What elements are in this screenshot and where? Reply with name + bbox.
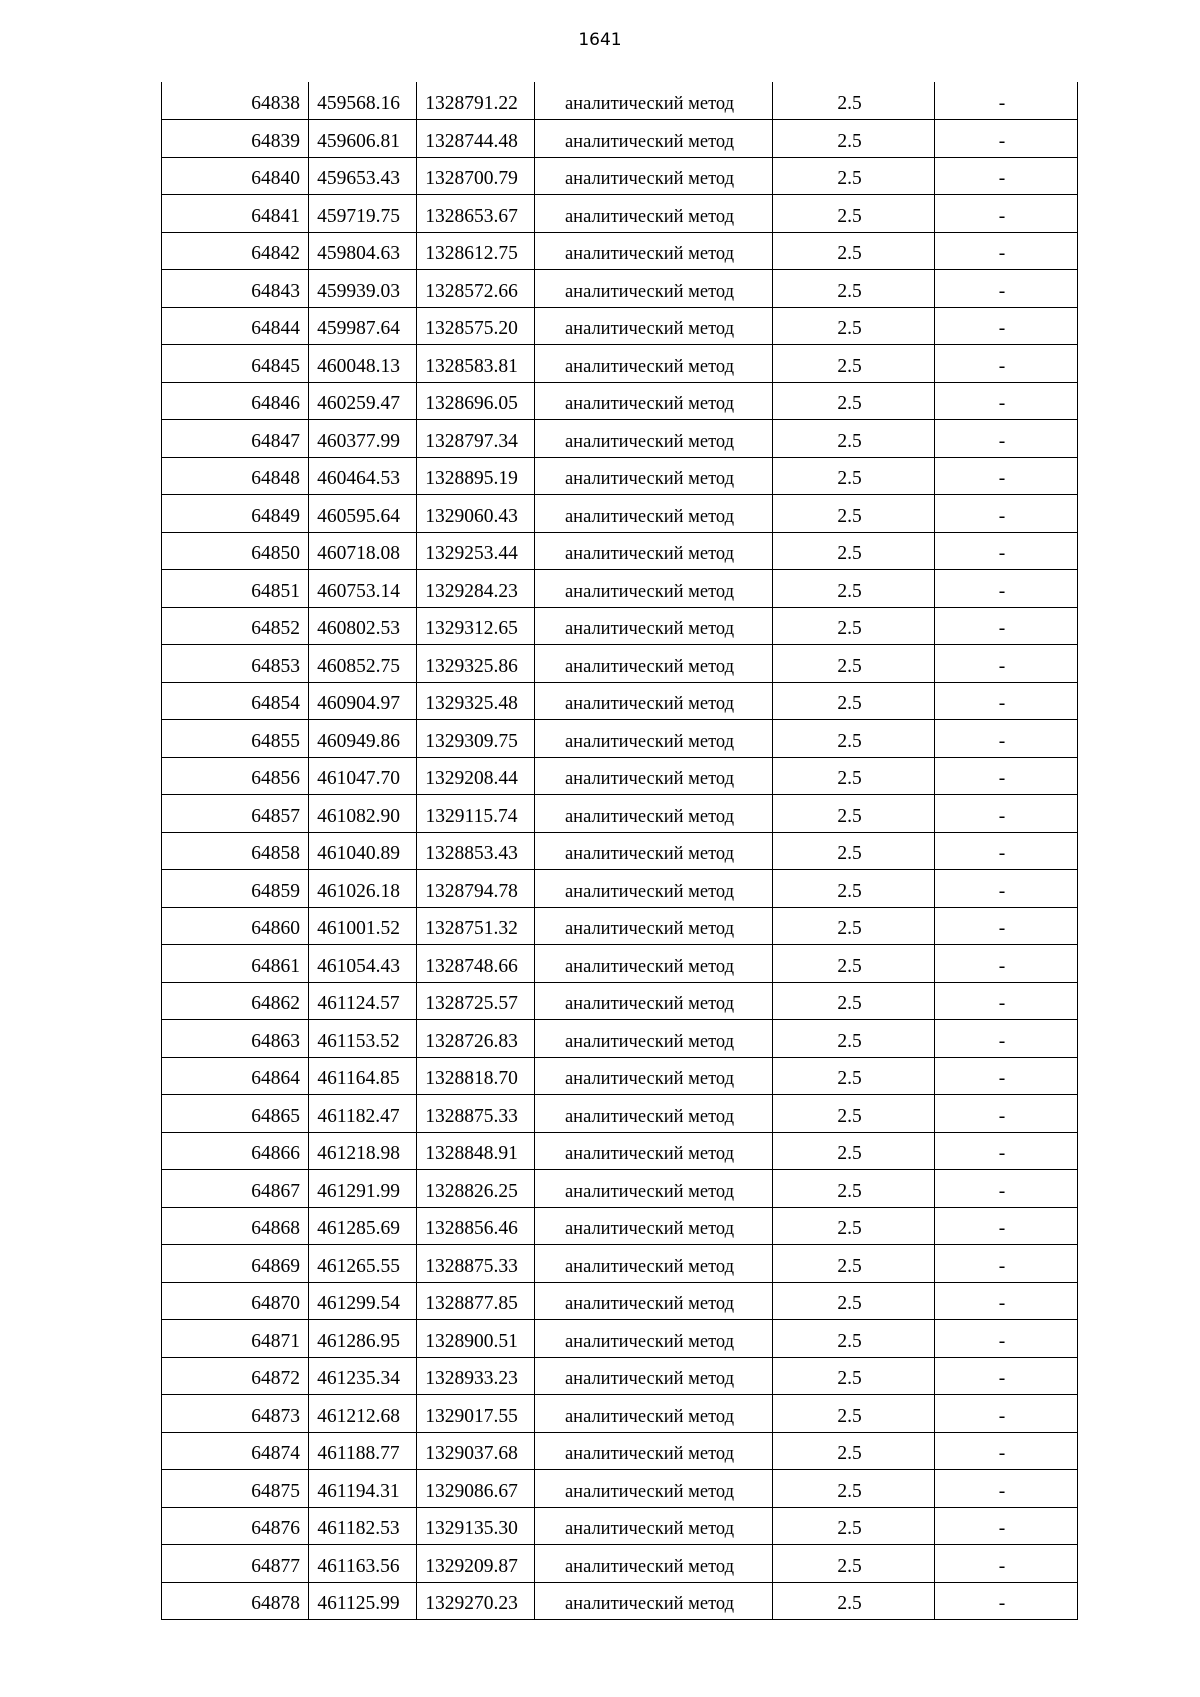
accuracy-cell: 2.5: [773, 682, 935, 720]
y-coordinate-cell: 1328933.23: [417, 1357, 535, 1395]
note-cell: -: [935, 532, 1078, 570]
method-cell: аналитический метод: [535, 232, 773, 270]
accuracy-cell: 2.5: [773, 457, 935, 495]
accuracy-cell: 2.5: [773, 420, 935, 458]
point-number-cell: 64844: [162, 307, 309, 345]
accuracy-cell: 2.5: [773, 982, 935, 1020]
method-cell: аналитический метод: [535, 307, 773, 345]
method-cell: аналитический метод: [535, 120, 773, 158]
x-coordinate-cell: 460595.64: [309, 495, 417, 533]
method-cell: аналитический метод: [535, 1320, 773, 1358]
y-coordinate-cell: 1328791.22: [417, 82, 535, 120]
accuracy-cell: 2.5: [773, 232, 935, 270]
point-number-cell: 64838: [162, 82, 309, 120]
method-cell: аналитический метод: [535, 1170, 773, 1208]
table-row: [162, 1357, 1078, 1395]
method-cell: аналитический метод: [535, 757, 773, 795]
x-coordinate-cell: 460802.53: [309, 607, 417, 645]
x-coordinate-cell: 461299.54: [309, 1282, 417, 1320]
x-coordinate-cell: 461182.47: [309, 1095, 417, 1133]
point-number-cell: 64869: [162, 1245, 309, 1283]
note-cell: -: [935, 120, 1078, 158]
table-row: [162, 232, 1078, 270]
note-cell: -: [935, 907, 1078, 945]
table-row: [162, 1395, 1078, 1433]
x-coordinate-cell: 461265.55: [309, 1245, 417, 1283]
note-cell: -: [935, 645, 1078, 683]
x-coordinate-cell: 460753.14: [309, 570, 417, 608]
x-coordinate-cell: 461218.98: [309, 1132, 417, 1170]
y-coordinate-cell: 1328853.43: [417, 832, 535, 870]
accuracy-cell: 2.5: [773, 1320, 935, 1358]
x-coordinate-cell: 461235.34: [309, 1357, 417, 1395]
y-coordinate-cell: 1328751.32: [417, 907, 535, 945]
note-cell: -: [935, 795, 1078, 833]
y-coordinate-cell: 1328856.46: [417, 1207, 535, 1245]
note-cell: -: [935, 1357, 1078, 1395]
method-cell: аналитический метод: [535, 1357, 773, 1395]
y-coordinate-cell: 1328875.33: [417, 1095, 535, 1133]
note-cell: -: [935, 1020, 1078, 1058]
y-coordinate-cell: 1328583.81: [417, 345, 535, 383]
x-coordinate-cell: 459939.03: [309, 270, 417, 308]
point-number-cell: 64856: [162, 757, 309, 795]
method-cell: аналитический метод: [535, 382, 773, 420]
x-coordinate-cell: 460048.13: [309, 345, 417, 383]
point-number-cell: 64857: [162, 795, 309, 833]
method-cell: аналитический метод: [535, 420, 773, 458]
accuracy-cell: 2.5: [773, 157, 935, 195]
x-coordinate-cell: 460949.86: [309, 720, 417, 758]
method-cell: аналитический метод: [535, 645, 773, 683]
point-number-cell: 64841: [162, 195, 309, 233]
accuracy-cell: 2.5: [773, 1245, 935, 1283]
table-row: [162, 420, 1078, 458]
method-cell: аналитический метод: [535, 1132, 773, 1170]
table-row: [162, 82, 1078, 120]
point-number-cell: 64845: [162, 345, 309, 383]
point-number-cell: 64861: [162, 945, 309, 983]
accuracy-cell: 2.5: [773, 795, 935, 833]
accuracy-cell: 2.5: [773, 382, 935, 420]
method-cell: аналитический метод: [535, 907, 773, 945]
accuracy-cell: 2.5: [773, 645, 935, 683]
point-number-cell: 64855: [162, 720, 309, 758]
note-cell: -: [935, 1507, 1078, 1545]
method-cell: аналитический метод: [535, 1020, 773, 1058]
table-row: [162, 945, 1078, 983]
table-row: [162, 982, 1078, 1020]
y-coordinate-cell: 1328826.25: [417, 1170, 535, 1208]
method-cell: аналитический метод: [535, 532, 773, 570]
accuracy-cell: 2.5: [773, 1395, 935, 1433]
table-row: [162, 1020, 1078, 1058]
note-cell: -: [935, 270, 1078, 308]
accuracy-cell: 2.5: [773, 195, 935, 233]
point-number-cell: 64863: [162, 1020, 309, 1058]
method-cell: аналитический метод: [535, 1245, 773, 1283]
method-cell: аналитический метод: [535, 195, 773, 233]
y-coordinate-cell: 1328875.33: [417, 1245, 535, 1283]
accuracy-cell: 2.5: [773, 832, 935, 870]
y-coordinate-cell: 1328877.85: [417, 1282, 535, 1320]
y-coordinate-cell: 1329270.23: [417, 1582, 535, 1620]
method-cell: аналитический метод: [535, 1507, 773, 1545]
point-number-cell: 64870: [162, 1282, 309, 1320]
point-number-cell: 64854: [162, 682, 309, 720]
table-row: [162, 832, 1078, 870]
accuracy-cell: 2.5: [773, 607, 935, 645]
y-coordinate-cell: 1329309.75: [417, 720, 535, 758]
x-coordinate-cell: 460904.97: [309, 682, 417, 720]
method-cell: аналитический метод: [535, 457, 773, 495]
accuracy-cell: 2.5: [773, 907, 935, 945]
note-cell: -: [935, 157, 1078, 195]
y-coordinate-cell: 1328700.79: [417, 157, 535, 195]
table-row: [162, 307, 1078, 345]
table-row: [162, 1095, 1078, 1133]
y-coordinate-cell: 1328575.20: [417, 307, 535, 345]
note-cell: -: [935, 1395, 1078, 1433]
x-coordinate-cell: 461291.99: [309, 1170, 417, 1208]
accuracy-cell: 2.5: [773, 870, 935, 908]
accuracy-cell: 2.5: [773, 720, 935, 758]
point-number-cell: 64843: [162, 270, 309, 308]
point-number-cell: 64876: [162, 1507, 309, 1545]
y-coordinate-cell: 1328653.67: [417, 195, 535, 233]
table-row: [162, 1245, 1078, 1283]
y-coordinate-cell: 1328818.70: [417, 1057, 535, 1095]
point-number-cell: 64852: [162, 607, 309, 645]
y-coordinate-cell: 1329325.86: [417, 645, 535, 683]
accuracy-cell: 2.5: [773, 757, 935, 795]
point-number-cell: 64877: [162, 1545, 309, 1583]
y-coordinate-cell: 1328848.91: [417, 1132, 535, 1170]
y-coordinate-cell: 1329017.55: [417, 1395, 535, 1433]
point-number-cell: 64875: [162, 1470, 309, 1508]
point-number-cell: 64860: [162, 907, 309, 945]
note-cell: -: [935, 982, 1078, 1020]
table-row: [162, 1582, 1078, 1620]
point-number-cell: 64848: [162, 457, 309, 495]
y-coordinate-cell: 1329086.67: [417, 1470, 535, 1508]
x-coordinate-cell: 461124.57: [309, 982, 417, 1020]
table-row: [162, 1507, 1078, 1545]
method-cell: аналитический метод: [535, 870, 773, 908]
table-row: [162, 1320, 1078, 1358]
x-coordinate-cell: 461212.68: [309, 1395, 417, 1433]
method-cell: аналитический метод: [535, 345, 773, 383]
y-coordinate-cell: 1328744.48: [417, 120, 535, 158]
method-cell: аналитический метод: [535, 682, 773, 720]
accuracy-cell: 2.5: [773, 1470, 935, 1508]
x-coordinate-cell: 461164.85: [309, 1057, 417, 1095]
method-cell: аналитический метод: [535, 1095, 773, 1133]
point-number-cell: 64851: [162, 570, 309, 608]
note-cell: -: [935, 195, 1078, 233]
x-coordinate-cell: 461047.70: [309, 757, 417, 795]
method-cell: аналитический метод: [535, 795, 773, 833]
y-coordinate-cell: 1329060.43: [417, 495, 535, 533]
method-cell: аналитический метод: [535, 157, 773, 195]
table-row: [162, 120, 1078, 158]
x-coordinate-cell: 461194.31: [309, 1470, 417, 1508]
y-coordinate-cell: 1328612.75: [417, 232, 535, 270]
accuracy-cell: 2.5: [773, 495, 935, 533]
y-coordinate-cell: 1328900.51: [417, 1320, 535, 1358]
note-cell: -: [935, 1057, 1078, 1095]
table-row: [162, 157, 1078, 195]
table-row: [162, 870, 1078, 908]
x-coordinate-cell: 460377.99: [309, 420, 417, 458]
y-coordinate-cell: 1328725.57: [417, 982, 535, 1020]
note-cell: -: [935, 232, 1078, 270]
table-row: [162, 195, 1078, 233]
accuracy-cell: 2.5: [773, 1507, 935, 1545]
page-number: 1641: [578, 30, 622, 50]
note-cell: -: [935, 570, 1078, 608]
accuracy-cell: 2.5: [773, 120, 935, 158]
accuracy-cell: 2.5: [773, 945, 935, 983]
accuracy-cell: 2.5: [773, 307, 935, 345]
y-coordinate-cell: 1329253.44: [417, 532, 535, 570]
accuracy-cell: 2.5: [773, 1357, 935, 1395]
note-cell: -: [935, 682, 1078, 720]
x-coordinate-cell: 461040.89: [309, 832, 417, 870]
table-row: [162, 682, 1078, 720]
point-number-cell: 64842: [162, 232, 309, 270]
x-coordinate-cell: 459804.63: [309, 232, 417, 270]
point-number-cell: 64846: [162, 382, 309, 420]
note-cell: -: [935, 1545, 1078, 1583]
method-cell: аналитический метод: [535, 495, 773, 533]
table-row: [162, 1282, 1078, 1320]
y-coordinate-cell: 1328726.83: [417, 1020, 535, 1058]
x-coordinate-cell: 461153.52: [309, 1020, 417, 1058]
x-coordinate-cell: 461026.18: [309, 870, 417, 908]
note-cell: -: [935, 1582, 1078, 1620]
note-cell: -: [935, 345, 1078, 383]
note-cell: -: [935, 495, 1078, 533]
point-number-cell: 64873: [162, 1395, 309, 1433]
table-row: [162, 907, 1078, 945]
y-coordinate-cell: 1328794.78: [417, 870, 535, 908]
table-row: [162, 607, 1078, 645]
x-coordinate-cell: 461285.69: [309, 1207, 417, 1245]
note-cell: -: [935, 1245, 1078, 1283]
point-number-cell: 64878: [162, 1582, 309, 1620]
coordinates-table: [161, 82, 1078, 1620]
method-cell: аналитический метод: [535, 1057, 773, 1095]
table-row: [162, 382, 1078, 420]
point-number-cell: 64865: [162, 1095, 309, 1133]
accuracy-cell: 2.5: [773, 570, 935, 608]
method-cell: аналитический метод: [535, 607, 773, 645]
accuracy-cell: 2.5: [773, 1020, 935, 1058]
y-coordinate-cell: 1329208.44: [417, 757, 535, 795]
table-row: [162, 270, 1078, 308]
accuracy-cell: 2.5: [773, 1132, 935, 1170]
y-coordinate-cell: 1329325.48: [417, 682, 535, 720]
point-number-cell: 64867: [162, 1170, 309, 1208]
y-coordinate-cell: 1329209.87: [417, 1545, 535, 1583]
y-coordinate-cell: 1328748.66: [417, 945, 535, 983]
method-cell: аналитический метод: [535, 945, 773, 983]
note-cell: -: [935, 1095, 1078, 1133]
method-cell: аналитический метод: [535, 1282, 773, 1320]
method-cell: аналитический метод: [535, 1470, 773, 1508]
note-cell: -: [935, 945, 1078, 983]
table-row: [162, 645, 1078, 683]
method-cell: аналитический метод: [535, 1432, 773, 1470]
y-coordinate-cell: 1328895.19: [417, 457, 535, 495]
point-number-cell: 64862: [162, 982, 309, 1020]
table-row: [162, 1545, 1078, 1583]
point-number-cell: 64872: [162, 1357, 309, 1395]
accuracy-cell: 2.5: [773, 270, 935, 308]
note-cell: -: [935, 1207, 1078, 1245]
x-coordinate-cell: 461163.56: [309, 1545, 417, 1583]
table-row: [162, 495, 1078, 533]
note-cell: -: [935, 1282, 1078, 1320]
point-number-cell: 64859: [162, 870, 309, 908]
accuracy-cell: 2.5: [773, 1432, 935, 1470]
accuracy-cell: 2.5: [773, 1545, 935, 1583]
accuracy-cell: 2.5: [773, 1582, 935, 1620]
point-number-cell: 64847: [162, 420, 309, 458]
x-coordinate-cell: 461182.53: [309, 1507, 417, 1545]
note-cell: -: [935, 307, 1078, 345]
point-number-cell: 64864: [162, 1057, 309, 1095]
x-coordinate-cell: 459568.16: [309, 82, 417, 120]
point-number-cell: 64866: [162, 1132, 309, 1170]
table-row: [162, 345, 1078, 383]
coordinates-table-body: [162, 82, 1078, 1620]
note-cell: -: [935, 457, 1078, 495]
x-coordinate-cell: 461188.77: [309, 1432, 417, 1470]
y-coordinate-cell: 1329037.68: [417, 1432, 535, 1470]
accuracy-cell: 2.5: [773, 345, 935, 383]
x-coordinate-cell: 461001.52: [309, 907, 417, 945]
table-row: [162, 1057, 1078, 1095]
x-coordinate-cell: 460464.53: [309, 457, 417, 495]
note-cell: -: [935, 870, 1078, 908]
x-coordinate-cell: 460852.75: [309, 645, 417, 683]
table-row: [162, 457, 1078, 495]
note-cell: -: [935, 757, 1078, 795]
method-cell: аналитический метод: [535, 570, 773, 608]
point-number-cell: 64850: [162, 532, 309, 570]
y-coordinate-cell: 1329115.74: [417, 795, 535, 833]
y-coordinate-cell: 1328696.05: [417, 382, 535, 420]
point-number-cell: 64849: [162, 495, 309, 533]
accuracy-cell: 2.5: [773, 1282, 935, 1320]
x-coordinate-cell: 461082.90: [309, 795, 417, 833]
table-row: [162, 757, 1078, 795]
point-number-cell: 64868: [162, 1207, 309, 1245]
x-coordinate-cell: 460259.47: [309, 382, 417, 420]
method-cell: аналитический метод: [535, 1582, 773, 1620]
note-cell: -: [935, 382, 1078, 420]
note-cell: -: [935, 420, 1078, 458]
note-cell: -: [935, 1432, 1078, 1470]
accuracy-cell: 2.5: [773, 82, 935, 120]
note-cell: -: [935, 82, 1078, 120]
table-row: [162, 1470, 1078, 1508]
point-number-cell: 64853: [162, 645, 309, 683]
x-coordinate-cell: 461125.99: [309, 1582, 417, 1620]
note-cell: -: [935, 607, 1078, 645]
point-number-cell: 64871: [162, 1320, 309, 1358]
accuracy-cell: 2.5: [773, 1095, 935, 1133]
x-coordinate-cell: 461286.95: [309, 1320, 417, 1358]
method-cell: аналитический метод: [535, 270, 773, 308]
x-coordinate-cell: 459653.43: [309, 157, 417, 195]
note-cell: -: [935, 1320, 1078, 1358]
table-row: [162, 1207, 1078, 1245]
accuracy-cell: 2.5: [773, 1057, 935, 1095]
note-cell: -: [935, 720, 1078, 758]
accuracy-cell: 2.5: [773, 532, 935, 570]
x-coordinate-cell: 459987.64: [309, 307, 417, 345]
y-coordinate-cell: 1329312.65: [417, 607, 535, 645]
x-coordinate-cell: 459606.81: [309, 120, 417, 158]
y-coordinate-cell: 1328572.66: [417, 270, 535, 308]
table-row: [162, 795, 1078, 833]
y-coordinate-cell: 1328797.34: [417, 420, 535, 458]
note-cell: -: [935, 1170, 1078, 1208]
point-number-cell: 64840: [162, 157, 309, 195]
point-number-cell: 64858: [162, 832, 309, 870]
note-cell: -: [935, 1132, 1078, 1170]
table-row: [162, 570, 1078, 608]
method-cell: аналитический метод: [535, 1207, 773, 1245]
table-row: [162, 1132, 1078, 1170]
table-row: [162, 532, 1078, 570]
point-number-cell: 64874: [162, 1432, 309, 1470]
table-row: [162, 1432, 1078, 1470]
y-coordinate-cell: 1329135.30: [417, 1507, 535, 1545]
accuracy-cell: 2.5: [773, 1170, 935, 1208]
x-coordinate-cell: 461054.43: [309, 945, 417, 983]
method-cell: аналитический метод: [535, 982, 773, 1020]
method-cell: аналитический метод: [535, 1395, 773, 1433]
method-cell: аналитический метод: [535, 1545, 773, 1583]
method-cell: аналитический метод: [535, 832, 773, 870]
table-row: [162, 1170, 1078, 1208]
table-row: [162, 720, 1078, 758]
x-coordinate-cell: 460718.08: [309, 532, 417, 570]
note-cell: -: [935, 832, 1078, 870]
y-coordinate-cell: 1329284.23: [417, 570, 535, 608]
method-cell: аналитический метод: [535, 82, 773, 120]
method-cell: аналитический метод: [535, 720, 773, 758]
accuracy-cell: 2.5: [773, 1207, 935, 1245]
point-number-cell: 64839: [162, 120, 309, 158]
x-coordinate-cell: 459719.75: [309, 195, 417, 233]
note-cell: -: [935, 1470, 1078, 1508]
